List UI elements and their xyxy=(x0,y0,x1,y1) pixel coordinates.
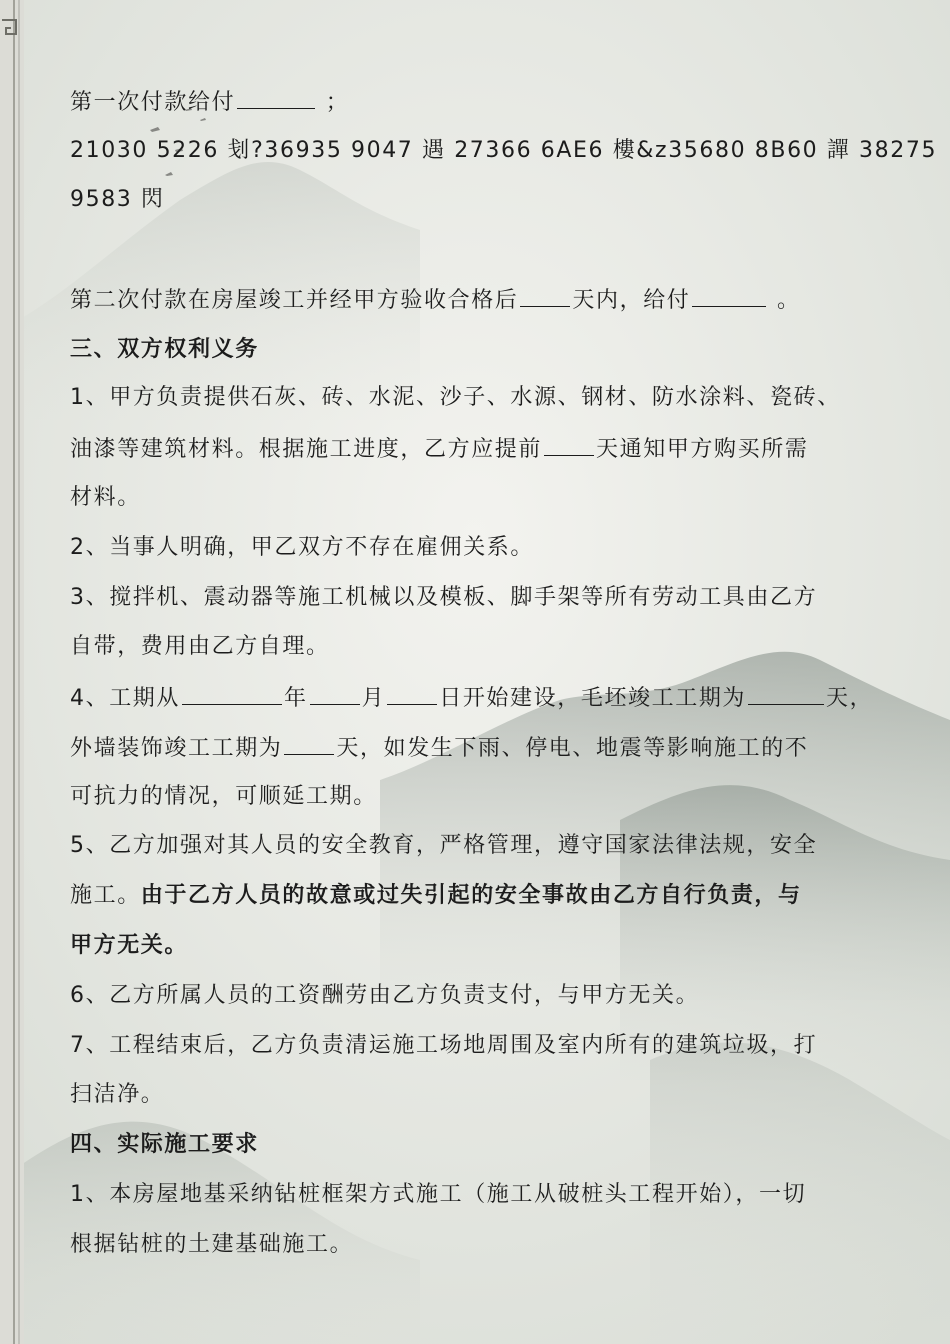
text-run: 天内，给付 xyxy=(572,288,691,313)
bold-text-run: 甲方无关。 xyxy=(70,933,189,958)
text-run: 7、工程结束后，乙方负责清运施工场地周围及室内所有的建筑垃圾，打 xyxy=(70,1033,818,1058)
text-run: 月 xyxy=(361,686,386,711)
text-run: ； xyxy=(317,90,350,115)
text-line xyxy=(70,136,938,166)
fill-in-blank xyxy=(237,86,315,109)
text-run: 材料。 xyxy=(70,485,141,510)
text-run: 6、乙方所属人员的工资酬劳由乙方负责支付，与甲方无关。 xyxy=(70,983,700,1008)
text-run: 油漆等建筑材料。根据施工进度，乙方应提前 xyxy=(70,437,543,462)
fill-in-blank xyxy=(387,682,437,705)
text-run: 9583 閃 xyxy=(70,187,165,212)
text-run: 3、搅拌机、震动器等施工机械以及模板、脚手架等所有劳动工具由乙方 xyxy=(70,585,818,610)
text-run: 21030 5226 刬?36935 9047 遇 27366 6AE6 樓&z35680 8B60 譂 38275 xyxy=(70,138,938,163)
section-heading xyxy=(70,1130,910,1160)
text-run: 扫洁净。 xyxy=(70,1082,165,1107)
text-run: 外墙装饰竣工工期为 xyxy=(70,736,283,761)
fill-in-blank xyxy=(310,682,360,705)
text-line xyxy=(70,533,910,563)
text-line xyxy=(70,1230,910,1260)
text-run: 日开始建设，毛坯竣工工期为 xyxy=(439,686,747,711)
text-run: 1、甲方负责提供石灰、砖、水泥、沙子、水源、钢材、防水涂料、瓷砖、 xyxy=(70,385,841,410)
bold-text-run: 三、双方权利义务 xyxy=(70,337,259,362)
text-line xyxy=(70,682,910,714)
text-line xyxy=(70,483,910,513)
text-line xyxy=(70,732,910,764)
fill-in-blank xyxy=(544,433,594,456)
text-run: 天，如发生下雨、停电、地震等影响施工的不 xyxy=(336,736,809,761)
text-line xyxy=(70,583,910,613)
text-run: 施工。 xyxy=(70,883,141,908)
text-run: 天， xyxy=(826,686,874,711)
text-line xyxy=(70,284,910,316)
fill-in-blank xyxy=(692,284,766,307)
text-line xyxy=(70,383,910,413)
text-line xyxy=(70,433,910,465)
fill-in-blank xyxy=(748,682,824,705)
text-run: 。 xyxy=(768,288,801,313)
text-line xyxy=(70,86,910,118)
bold-text-run: 四、实际施工要求 xyxy=(70,1132,259,1157)
text-line xyxy=(70,1031,910,1061)
text-run: 可抗力的情况，可顺延工期。 xyxy=(70,784,377,809)
text-run: 2、当事人明确，甲乙双方不存在雇佣关系。 xyxy=(70,535,534,560)
text-line xyxy=(70,782,910,812)
text-run: 第二次付款在房屋竣工并经甲方验收合格后 xyxy=(70,288,519,313)
text-line xyxy=(70,185,910,215)
text-run: 4、工期从 xyxy=(70,686,180,711)
text-line xyxy=(70,981,910,1011)
text-run: 自带，费用由乙方自理。 xyxy=(70,634,330,659)
text-run: 年 xyxy=(284,686,308,711)
section-heading xyxy=(70,335,910,365)
bold-text-run: 由于乙方人员的故意或过失引起的安全事故由乙方自行负责，与 xyxy=(140,883,802,908)
text-run: 5、乙方加强对其人员的安全教育，严格管理，遵守国家法律法规，安全 xyxy=(70,833,818,858)
text-run: 天通知甲方购买所需 xyxy=(596,437,809,462)
fill-in-blank xyxy=(520,284,570,307)
text-run: 第一次付款给付 xyxy=(70,90,236,115)
fill-in-blank xyxy=(182,682,282,705)
text-line xyxy=(70,632,910,662)
text-run: 根据钻桩的土建基础施工。 xyxy=(70,1232,354,1257)
text-line xyxy=(70,931,910,961)
text-line xyxy=(70,1080,910,1110)
text-run: 1、本房屋地基采纳钻桩框架方式施工（施工从破桩头工程开始），一切 xyxy=(70,1182,807,1207)
text-line xyxy=(70,1180,910,1210)
text-line xyxy=(70,881,910,911)
text-line xyxy=(70,831,910,861)
fill-in-blank xyxy=(284,732,334,755)
